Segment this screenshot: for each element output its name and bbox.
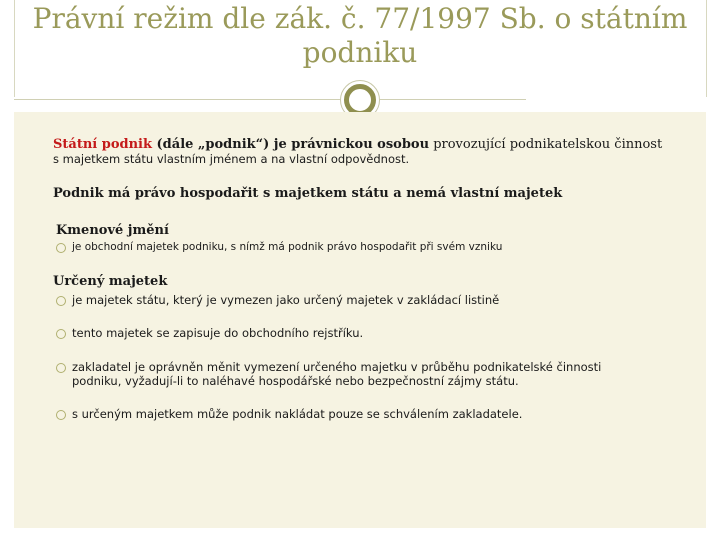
item-1-rest: provozující podnikatelskou činnost: [429, 137, 663, 152]
item-4-sub-2: tento majetek se zapisuje do obchodního rejstříku.: [72, 326, 364, 340]
title-line-1: Právní režim dle zák. č. 77/1997 Sb. o státním: [32, 2, 688, 35]
sub-bullet-icon: [56, 329, 66, 339]
sub-bullet-icon: [56, 296, 66, 306]
item-1-red-term: Státní podnik: [53, 137, 152, 152]
title-line-2: podniku: [302, 36, 418, 69]
item-1-line-2: s majetkem státu vlastním jménem a na vlastní odpovědnost.: [53, 152, 410, 166]
slide-title: [14, 2, 706, 70]
item-4-sub-4: s určeným majetkem může podnik nakládat pouze se schválením zakladatele.: [72, 407, 523, 421]
sub-bullet-icon: [56, 243, 66, 253]
title-divider-right: [380, 99, 526, 100]
item-4-sub-3-cont: podniku, vyžadují-li to naléhavé hospodářské nebo bezpečnostní zájmy státu.: [72, 374, 519, 388]
item-4-heading: Určený majetek: [53, 274, 168, 289]
sub-bullet-icon: [56, 363, 66, 373]
item-3-sub-1: je obchodní majetek podniku, s nímž má podnik právo hospodařit při svém vzniku: [72, 241, 503, 253]
sub-bullet-icon: [56, 410, 66, 420]
title-frame-right: [706, 0, 707, 97]
item-1-line-1: [53, 138, 662, 152]
title-divider-left: [14, 99, 340, 100]
item-4-sub-1: je majetek státu, který je vymezen jako určený majetek v zakládací listině: [72, 293, 500, 307]
item-4-sub-3: zakladatel je oprávněn měnit vymezení určeného majetku v průběhu podnikatelské činnosti: [72, 360, 602, 374]
item-1-bold-part: (dále „podnik“) je právnickou osobou: [152, 137, 430, 152]
content-panel: [14, 112, 706, 528]
title-frame-left: [14, 0, 15, 97]
item-3-heading: Kmenové jmění: [56, 223, 169, 238]
item-2-text: Podnik má právo hospodařit s majetkem státu a nemá vlastní majetek: [53, 186, 563, 201]
